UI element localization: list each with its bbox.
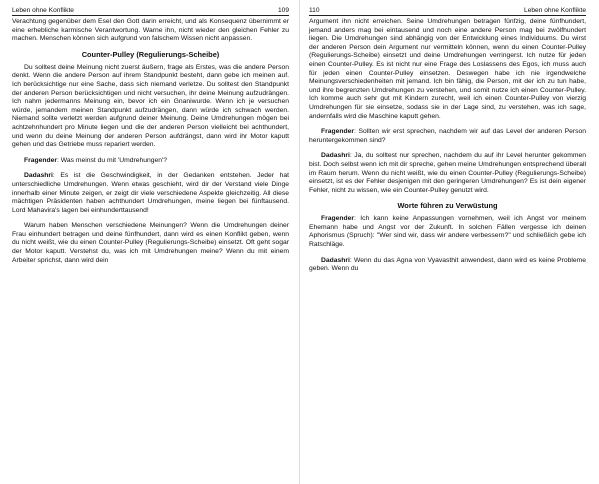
dialogue-text: : Es ist die Geschwindigkeit, in der Gedanken entstehen. Jeder hat unterschiedliche Umdrehungen. Wenn etwas geschieht, wird dir der Verstand viele Dinge innerhalb einer Minute zeigen, er zeigt dir viele verschiedene Aspekte gleichzeitig. All diese mächtigen Präsidenten haben achthundert Umdrehungen, meine liegen bei fünftausend. Lord Mahavira's lagen bei einhunderttausend! bbox=[12, 172, 289, 214]
left-page-body bbox=[12, 18, 289, 265]
dialogue-paragraph bbox=[309, 215, 586, 249]
right-page bbox=[299, 0, 598, 484]
dialogue-paragraph bbox=[309, 257, 586, 274]
dialogue-text: : Ich kann keine Anpassungen vornehmen, weil ich Angst vor meinem Ehemann habe und Angst vor der Zukunft. In solchen Fällen vergesse ich deinen Aphorismus (Spruch): "Wer sind wir, dass wir andere verbessern?" und schließlich gebe ich Ratschläge. bbox=[309, 215, 586, 249]
left-page-number: 109 bbox=[277, 7, 289, 14]
dialogue-paragraph bbox=[12, 172, 289, 215]
speaker-name: Fragender bbox=[321, 128, 355, 136]
body-paragraph: Verachtung gegenüber dem Esel den Gott darin erreicht, und als Konsequenz übernimmt er eine erhebliche karmische Verantwortung. Warne ihn, nicht wieder den gleichen Fehler zu machen. Menschen können sich aufgrund von falschem Wissen nicht anpassen. bbox=[12, 18, 289, 43]
right-running-header bbox=[309, 6, 586, 16]
dialogue-paragraph bbox=[12, 157, 289, 166]
body-paragraph: Argument ihn nicht erreichen. Seine Umdrehungen betragen fünfzig, deine fünfhundert, jemand anders mag bei eintausend und noch eine andere Person mag bei zwölfhundert liegen. Die Umdrehungen sind abhängig von der Entwicklung eines Individuums. Du wirst der anderen Person dein Argument nur vermitteln können, wenn du einen Counter-Pulley (Regulierungs-Scheibe) einsetzt und deine Umdrehungen verringerst. Ich nutze für jeden einen Counter-Pulley. Es ist nicht nur eine Frage des Loslassens des Egos, ich muss auch für jeden einen Counter-Pulley einsetzen. Deswegen habe ich nie irgendwelche Meinungsverschiedenheiten mit jemand. Ich bin fähig, die Person, mit der ich zu tun habe, und ihre begrenzten Umdrehungen zu verstehen, und somit nutze ich einen Counter-Pulley. Ich komme auch sehr gut mit Kindern zurecht, weil ich einen Counter-Pulley von vierzig Umdrehungen für sie einsetze, sodass sie in der Lage sind, zu verstehen, was ich sage, andernfalls wird die Maschine kaputt gehen. bbox=[309, 18, 586, 120]
dialogue-text: : Ja, du solltest nur sprechen, nachdem du auf ihr Level herunter gekommen bist. Doch selbst wenn ich mit dir spreche, gehen meine Umdrehungen entsprechend überall im Raum herum. Wenn du nicht weißt, wie du einen Counter-Pulley (Regulierungs-Scheibe) einsetzt, ist es der Fehler desjenigen mit den geringeren Umdrehungen? Es ist dein eigener Fehler, nicht zu wissen, wie ein Counter-Pulley genutzt wird. bbox=[309, 152, 586, 194]
dialogue-paragraph bbox=[309, 128, 586, 145]
left-running-header bbox=[12, 6, 289, 16]
body-paragraph: Du solltest deine Meinung nicht zuerst äußern, frage als Erstes, was die andere Person denkt. Wenn die andere Person auf ihrem Standpunkt besteht, dann gebe ich meinen auf. Ich berücksichtige nur eine Sache, dass sich niemand verletze. Du solltest den Standpunkt der anderen Person berücksichtigen und nicht versuchen, ihr deine Meinung aufzudrängen. Ich nahm jedermanns Meinung ein, bevor ich ein Gnaniwurde. Wenn ich je versuchen würde, jemandem meinen Standpunkt aufzudrängen, dann würde ich schwach werden. Niemand sollte verletzt werden aufgrund deiner Meinung. Deine Umdrehungen mögen bei achtzehnhundert pro Minute liegen und die der anderen Person vielleicht bei achthundert, und wenn du deine Meinung der anderen Person aufdrängst, dann wird ihr Motor kaputt gehen und das Getriebe muss repariert werden. bbox=[12, 63, 289, 149]
speaker-name: Dadashri bbox=[321, 256, 350, 264]
body-paragraph: Warum haben Menschen verschiedene Meinungen? Wenn die Umdrehungen deiner Frau einhundert betragen und deine fünfhundert, dann wird es einen Konflikt geben, wenn du nicht weißt, wie du einen Counter-Pulley (Regulierungs-Scheibe) einsetzt. Oft geht sogar der Motor kaputt. Verstehst du, was ich mit Umdrehungen meine? Wenn du mit einem Arbeiter sprichst, dann wird dein bbox=[12, 222, 289, 264]
right-page-number: 110 bbox=[309, 7, 320, 14]
dialogue-text: : Wenn du das Agna von Vyavasthit anwendest, dann wird es keine Probleme geben. Wenn du bbox=[309, 256, 586, 273]
section-heading: Counter-Pulley (Regulierungs-Scheibe) bbox=[81, 49, 220, 59]
speaker-name: Fragender bbox=[321, 215, 355, 223]
dialogue-text: : Sollten wir erst sprechen, nachdem wir auf das Level der anderen Person heruntergekommen sind? bbox=[309, 128, 586, 144]
speaker-name: Fragender bbox=[24, 156, 58, 164]
dialogue-paragraph bbox=[309, 152, 586, 195]
section-heading: Worte führen zu Verwüstung bbox=[397, 201, 498, 211]
right-page-body bbox=[309, 18, 586, 274]
left-header-title: Leben ohne Konflikte bbox=[12, 7, 74, 14]
speaker-name: Dadashri bbox=[321, 152, 350, 160]
right-header-title: Leben ohne Konflikte bbox=[524, 7, 586, 14]
speaker-name: Dadashri bbox=[24, 172, 53, 180]
left-page bbox=[0, 0, 299, 484]
dialogue-text: : Was meinst du mit 'Umdrehungen'? bbox=[57, 156, 168, 164]
